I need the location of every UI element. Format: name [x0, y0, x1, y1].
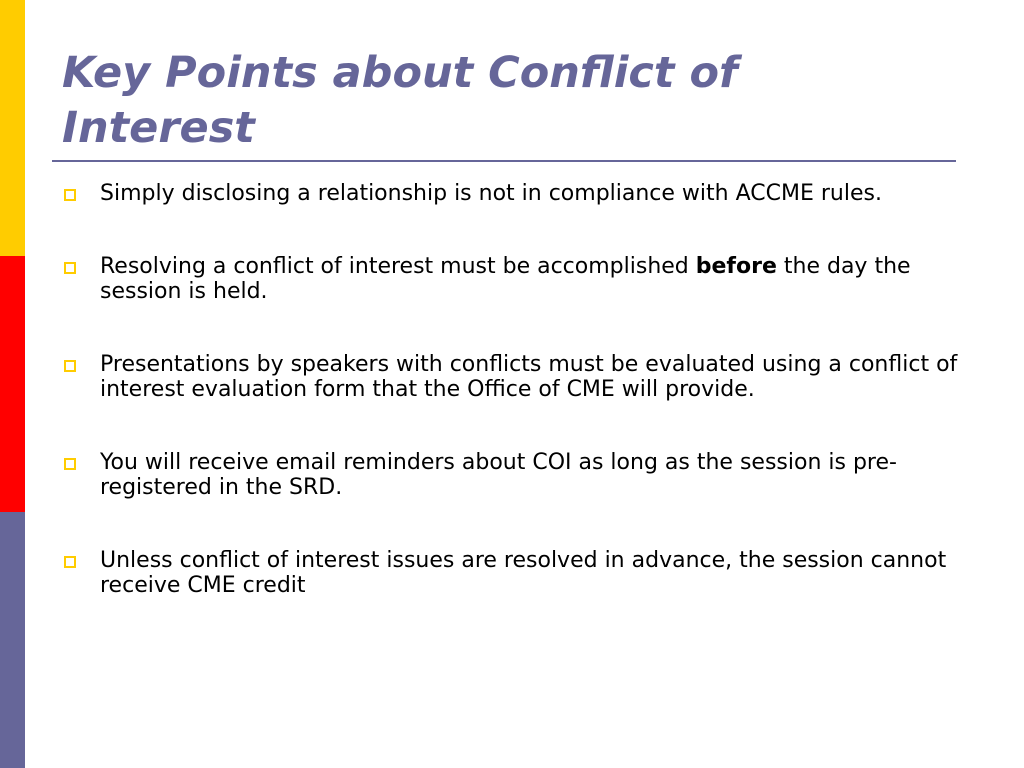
bullet-text: You will receive email reminders about COI as long as the session is pre-registered in the SRD. — [100, 450, 897, 500]
bullet-text: Simply disclosing a relationship is not in compliance with ACCME rules. — [100, 181, 882, 206]
slide-title: Key Points about Conflict of Interest — [62, 48, 738, 153]
bullet-item — [62, 254, 962, 304]
hollow-square-bullet-icon — [64, 556, 76, 568]
hollow-square-bullet-icon — [64, 360, 76, 372]
bullet-emphasis: before — [695, 254, 777, 279]
title-divider — [52, 160, 956, 162]
hollow-square-bullet-icon — [64, 458, 76, 470]
hollow-square-bullet-icon — [64, 189, 76, 201]
bullet-text-after: the day the session is held. — [100, 254, 911, 304]
bullet-text: Resolving a conflict of interest must be accomplished — [100, 254, 696, 279]
side-bar-red-segment — [0, 256, 25, 512]
side-bar-yellow-segment — [0, 0, 25, 256]
bullet-item — [62, 352, 962, 402]
bullet-list — [62, 181, 962, 598]
bullet-text: Presentations by speakers with conflicts must be evaluated using a conflict of interest evaluation form that the Office of CME will provide. — [100, 352, 958, 402]
hollow-square-bullet-icon — [64, 262, 76, 274]
bullet-item — [62, 548, 962, 598]
side-color-bar — [0, 0, 25, 768]
bullet-item — [62, 181, 962, 206]
bullet-item — [62, 450, 962, 500]
bullet-text: Unless conflict of interest issues are resolved in advance, the session cannot receive CME credit — [100, 548, 947, 598]
side-bar-blue-segment — [0, 512, 25, 768]
